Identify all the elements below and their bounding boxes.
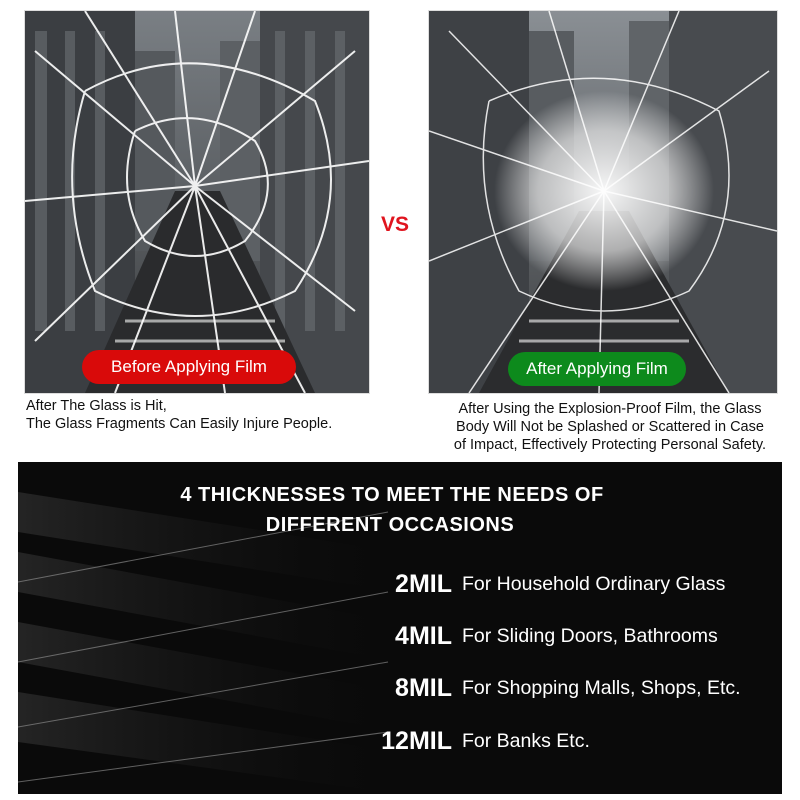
before-applying-film-label: Before Applying Film	[82, 350, 296, 384]
thickness-use: For Shopping Malls, Shops, Etc.	[462, 677, 741, 699]
thickness-row-8mil	[376, 674, 741, 703]
thickness-use: For Sliding Doors, Bathrooms	[462, 625, 718, 647]
headline-line-1: 4 THICKNESSES TO MEET THE NEEDS OF	[180, 484, 604, 506]
vs-label: VS	[381, 213, 410, 236]
headline-line-2: DIFFERENT OCCASIONS	[265, 514, 515, 536]
thickness-panel	[18, 462, 782, 794]
after-film-photo	[428, 10, 778, 394]
thickness-value: 12MIL	[381, 727, 452, 755]
thickness-use: For Banks Etc.	[462, 730, 590, 752]
thickness-row-12mil	[376, 727, 590, 756]
before-caption: After The Glass is Hit, The Glass Fragments Can Easily Injure People.	[26, 398, 333, 432]
thickness-value: 2MIL	[395, 570, 452, 598]
after-caption: After Using the Explosion-Proof Film, the Glass Body Will Not be Splashed or Scattered in Case of Impact, Effectively Protecting Personal Safety.	[453, 401, 767, 453]
thickness-value: 8MIL	[395, 674, 452, 702]
thickness-row-2mil	[376, 570, 725, 599]
thickness-value: 4MIL	[395, 622, 452, 650]
before-film-photo	[24, 10, 370, 394]
after-applying-film-label: After Applying Film	[508, 352, 686, 386]
thickness-row-4mil	[376, 622, 718, 651]
thickness-use: For Household Ordinary Glass	[462, 573, 726, 595]
